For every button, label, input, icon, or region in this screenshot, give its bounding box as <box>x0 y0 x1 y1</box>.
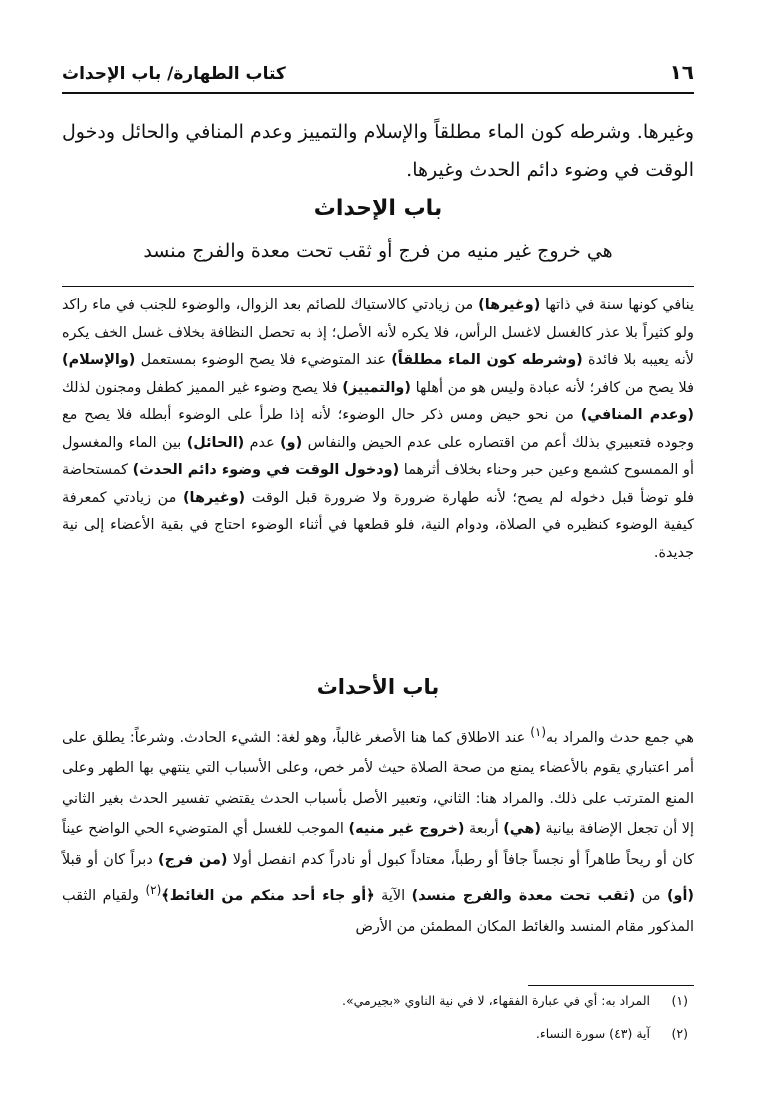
matn-quote: (وغيرها) <box>478 297 541 313</box>
commentary-text: بين الماء والمغسول أو الممسوح كشمع وعين حبر وحناء بخلاف أثرهما <box>62 434 694 478</box>
matn-definition: هي خروج غير منيه من فرج أو ثقب تحت معدة والفرج منسد <box>143 240 613 262</box>
matn-separator <box>62 286 694 287</box>
commentary-text: عدم <box>244 434 281 451</box>
commentary-text: كمستحاضة فلو توضأ قبل دخوله لم يصح؛ لأنه طهارة ضرورة ولا ضرورة قبل الوقت <box>62 462 695 506</box>
matn-quote: (وغيرها) <box>182 489 246 506</box>
commentary-paragraph <box>62 292 694 567</box>
matn-continuation: وغيرها. وشرطه كون الماء مطلقاً والإسلام والتمييز وعدم المنافي والحائل ودخول الوقت في وضوء دائم الحدث وغيرها. <box>62 121 694 181</box>
commentary-text: عند الاطلاق كما هنا الأصغر غالباً، وهو لغة: الشيء الحادث. وشرعاً: يطلق على أمر اعتباري يقوم بالأعضاء يمنع من صحة الصلاة حيث لأمر خص، وعلى الأسباب التي ينتهي بها الطهر وعلى المنع المترتب على ذلك. والمراد هنا: الثاني، وتعبير الأصل بأسباب الحدث يقتضي تفسير الحدث بغير الثاني إلا أن تجعل الإضافة بيانية <box>62 729 694 838</box>
matn-quote: (و) <box>280 434 303 451</box>
running-header <box>62 60 694 94</box>
commentary-text: فلا يصح وضوء غير المميز كطفل ومجنون لذلك <box>62 379 343 396</box>
commentary-text: ينافي كونها سنة في ذاتها <box>540 297 694 313</box>
footnote-number: (١) <box>671 993 688 1008</box>
matn-quote: (ودخول الوقت في وضوء دائم الحدث) <box>132 462 400 478</box>
matn-section-heading: باب الإحداث <box>313 196 443 221</box>
matn-quote: (والتمييز) <box>342 379 411 396</box>
commentary-text: أربعة <box>464 821 504 838</box>
commentary-text: من <box>635 888 667 905</box>
footnote-ref[interactable]: (١) <box>530 725 547 739</box>
commentary-text: من نحو حيض ومس ذكر حال الوضوء؛ لأنه إذا طرأ على الوضوء أبطله فلا يصح مع وجوده فتعبيري بذلك أعم من اقتصاره على عدم الحيض والنفاس <box>62 407 695 451</box>
matn-quote: (وعدم المنافي) <box>580 407 694 423</box>
matn-quote: (أو) <box>666 888 695 905</box>
footnote <box>62 993 688 1008</box>
section-heading: باب الأحداث <box>316 675 440 699</box>
commentary-text: من زيادتي كالاستياك للصائم بعد الزوال، والوضوء للجنب في ماء راكد ولو كثيراً بلا عذر كالغسل لاغسل الرأس، فلا يكره لأنه الأصل؛ إذ به تحصل النظافة بخلاف غسل الخف يكره لأنه يعيبه بلا فائدة <box>62 297 695 368</box>
matn-quote: (والإسلام) <box>62 352 136 368</box>
commentary-text: الموجب للغسل أي المتوضيء الحي الواضح عيناً كان أو ريحاً طاهراً أو نجساً جافاً أو رطباً، معتاداً كبول أو نادراً كدم انفصل أولا <box>62 821 694 868</box>
running-title: كتاب الطهارة/ باب الإحداث <box>62 64 286 84</box>
commentary-text: ولقيام الثقب المذكور مقام المنسد والغائط المكان المطمئن من الأرض <box>62 888 694 935</box>
footnote-text: المراد به: أي في عبارة الفقهاء، لا في نية الناوي «بجيرمي». <box>342 993 651 1008</box>
quran-quote: ﴿أو جاء أحد منكم من الغائط﴾ <box>161 888 375 905</box>
commentary-text: عند المتوضيء فلا يصح الوضوء بمستعمل <box>135 352 392 368</box>
matn-quote: (خروج غير منيه) <box>348 821 465 838</box>
footnote-number: (٢) <box>671 1026 688 1041</box>
matn-quote: (الحائل) <box>186 434 245 451</box>
matn-quote: (وشرطه كون الماء مطلقاً) <box>391 352 583 368</box>
footnote-ref[interactable]: (٢) <box>145 883 162 898</box>
commentary-text: دبراً كان أو قبلاً <box>62 851 158 868</box>
commentary-text: من زيادتي كمعرفة كيفية الوضوء كنظيره في الصلاة، ودوام النية، فلو قطعها في أثناء الوضوء احتاج في بقية الأعضاء إلى نية جديدة. <box>62 489 694 561</box>
matn-quote: (ثقب تحت معدة والفرج منسد) <box>411 888 636 905</box>
footnote-text: آية (٤٣) سورة النساء. <box>535 1026 651 1041</box>
page-number: ١٦ <box>669 60 694 84</box>
commentary-text: الآية <box>374 888 412 905</box>
footnote-separator <box>528 985 694 986</box>
matn-quote: (هي) <box>503 821 541 838</box>
matn-quote: (من فرج) <box>158 851 228 868</box>
footnote <box>62 1026 688 1041</box>
commentary-text: فلا يصح من كافر؛ لأنه عبادة وليس هو من أهلها <box>410 379 694 396</box>
commentary-paragraph-2 <box>62 717 694 942</box>
commentary-text: هي جمع حدث والمراد به <box>546 729 694 746</box>
